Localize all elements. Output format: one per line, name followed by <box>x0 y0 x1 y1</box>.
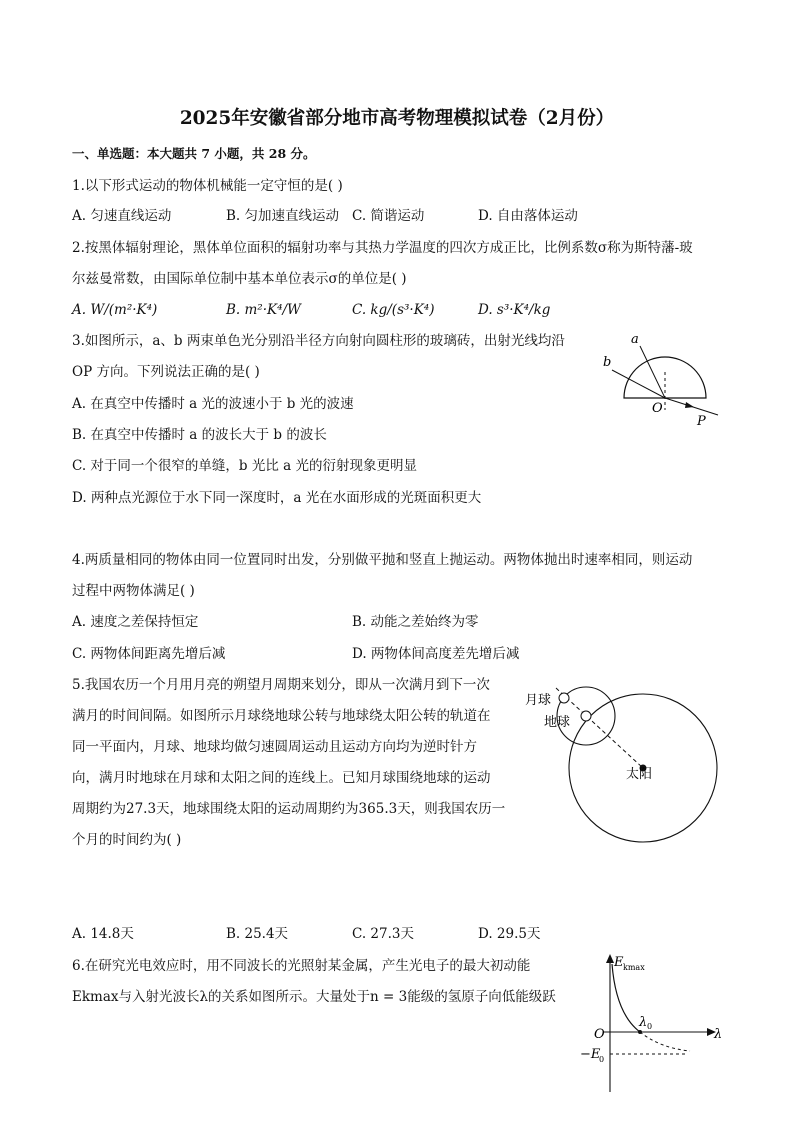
lambda0-point <box>638 1030 642 1034</box>
question-1-option-b: B. 匀加速直线运动 <box>226 208 340 224</box>
question-3-line-2: OP 方向。下列说法正确的是( ) <box>72 364 260 380</box>
page-title: 2025年安徽省部分地市高考物理模拟试卷（2月份） <box>179 108 615 129</box>
label-sun: 太阳 <box>626 767 653 782</box>
question-5-line-2: 满月的时间间隔。如图所示月球绕地球公转与地球绕太阳公转的轨道在 <box>72 708 491 724</box>
section-heading: 一、单选题：本大题共 7 小题，共 28 分。 <box>72 146 316 161</box>
label-p: P <box>697 414 706 428</box>
moon-marker <box>559 693 569 703</box>
question-5-line-4: 向，满月时地球在月球和太阳之间的连线上。已知月球围绕地球的运动 <box>72 770 491 786</box>
photoelectric-graph <box>560 952 726 1098</box>
question-4-option-b: B. 动能之差始终为零 <box>352 614 479 630</box>
arrow-head-p <box>685 402 694 408</box>
label-e0: −E <box>580 1047 601 1062</box>
label-lambda: λ <box>714 1027 723 1042</box>
question-5-option-d: D. 29.5天 <box>478 926 541 942</box>
question-2-option-a: A. W/(m²·K⁴) <box>72 302 158 318</box>
orbit-diagram <box>516 670 728 846</box>
ray-b <box>612 370 665 398</box>
question-2-line-1: 2.按黑体辐射理论，黑体单位面积的辐射功率与其热力学温度的四次方成正比，比例系数σ称为斯特藩-玻 <box>72 240 693 256</box>
label-lambda0: λ <box>639 1015 648 1030</box>
question-1-option-d: D. 自由落体运动 <box>478 208 578 224</box>
question-5-option-c: C. 27.3天 <box>352 926 414 942</box>
label-o: O <box>652 401 663 416</box>
question-2-option-d: D. s³·K⁴/kg <box>478 302 551 318</box>
question-1-option-a: A. 匀速直线运动 <box>72 208 172 224</box>
question-3-option-d: D. 两种点光源位于水下同一深度时，a 光在水面形成的光斑面积更大 <box>72 490 482 506</box>
question-2-option-b: B. m²·K⁴/W <box>226 302 301 318</box>
question-4-line-2: 过程中两物体满足( ) <box>72 583 195 599</box>
question-5-line-5: 周期约为27.3天，地球围绕太阳的运动周期约为365.3天，则我国农历一 <box>72 801 506 817</box>
question-3-option-a: A. 在真空中传播时 a 光的波速小于 b 光的波速 <box>72 396 354 412</box>
question-4-option-c: C. 两物体间距离先增后减 <box>72 646 226 662</box>
question-4-option-d: D. 两物体间高度差先增后减 <box>352 646 520 662</box>
label-e0-sub: 0 <box>599 1055 605 1064</box>
glass-brick-diagram <box>590 328 730 428</box>
question-4-line-1: 4.两质量相同的物体由同一位置同时出发，分别做平抛和竖直上抛运动。两物体抛出时速率相同，则运动 <box>72 552 693 568</box>
question-5-option-a: A. 14.8天 <box>72 926 134 942</box>
label-b: b <box>603 355 612 370</box>
label-earth: 地球 <box>544 715 571 730</box>
question-5-line-6: 个月的时间约为( ) <box>72 832 182 848</box>
label-lambda0-sub: 0 <box>647 1022 653 1031</box>
asymptote-curve <box>640 1032 690 1051</box>
question-1-stem: 1.以下形式运动的物体机械能一定守恒的是( ) <box>72 178 343 194</box>
label-o: O <box>594 1027 605 1042</box>
earth-marker <box>581 711 591 721</box>
y-axis-arrow <box>606 954 614 963</box>
label-ek: E <box>614 955 624 970</box>
question-5-line-3: 同一平面内，月球、地球均做匀速圆周运动且运动方向均为逆时针方 <box>72 739 477 755</box>
question-6-line-2: Ekmax与入射光波长λ的关系如图所示。大量处于n = 3能级的氢原子向低能级跃 <box>72 989 556 1005</box>
question-2-line-2: 尔兹曼常数，由国际单位制中基本单位表示σ的单位是( ) <box>72 271 407 287</box>
question-3-option-b: B. 在真空中传播时 a 的波长大于 b 的波长 <box>72 427 327 443</box>
question-4-option-a: A. 速度之差保持恒定 <box>72 614 199 630</box>
question-3-option-c: C. 对于同一个很窄的单缝，b 光比 a 光的衍射现象更明显 <box>72 458 417 474</box>
label-ek-sub: kmax <box>623 963 645 972</box>
question-6-line-1: 6.在研究光电效应时，用不同波长的光照射某金属，产生光电子的最大初动能 <box>72 958 531 974</box>
question-5-option-b: B. 25.4天 <box>226 926 289 942</box>
ray-a <box>640 346 665 398</box>
ek-curve <box>612 964 640 1032</box>
label-moon: 月球 <box>525 693 552 708</box>
question-3-line-1: 3.如图所示，a、b 两束单色光分别沿半径方向射向圆柱形的玻璃砖，出射光线均沿 <box>72 333 565 349</box>
question-1-option-c: C. 简谐运动 <box>352 208 425 224</box>
label-a: a <box>631 332 639 347</box>
question-5-line-1: 5.我国农历一个月用月亮的朔望月周期来划分，即从一次满月到下一次 <box>72 677 490 693</box>
question-2-option-c: C. kg/(s³·K⁴) <box>352 302 435 318</box>
